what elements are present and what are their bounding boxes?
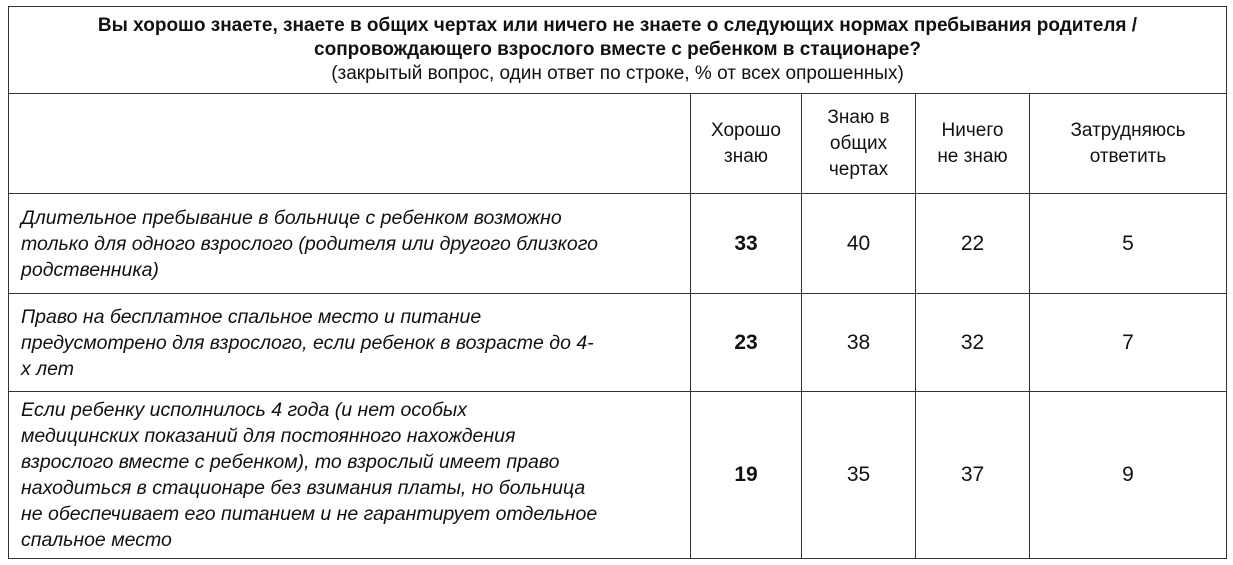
table-row [9,194,1227,294]
column-header-line: не знаю [937,145,1008,167]
value-know-well: 23 [691,294,802,392]
column-header-line: знаю [723,145,769,167]
question-header [9,7,1227,94]
column-header-know-nothing [916,94,1030,194]
question-text-line-2: сопровождающего взрослого вместе с ребенком в стационаре? [314,39,921,60]
column-header-line: чертах [828,158,889,180]
statement-line: Право на бесплатное спальное место и питание [21,305,482,328]
value-know-generally: 35 [802,392,916,559]
column-header-line: Затрудняюсь [1070,119,1186,141]
statement-line: предусмотрено для взрослого, если ребенок в возрасте до 4- [21,331,594,354]
table-row [9,294,1227,392]
column-header-know-well [691,94,802,194]
statement-cell [9,392,691,559]
column-header-line: Хорошо [711,119,781,141]
value-know-nothing: 37 [916,392,1030,559]
statement-line: медицинских показаний для постоянного нахождения [21,425,516,447]
column-header-know-generally [802,94,916,194]
statement-column-header [9,94,691,194]
column-header-hard-to-say [1030,94,1227,194]
table-row [9,392,1227,559]
statement-cell [9,194,691,294]
statement-cell [9,294,691,392]
survey-table [8,6,1227,559]
column-header-row [9,94,1227,194]
value-hard-to-say: 5 [1030,194,1227,294]
statement-line: находиться в стационаре без взимания платы, но больница [21,477,586,499]
value-know-well: 19 [691,392,802,559]
column-header-line: ответить [1089,145,1167,167]
statement-line: Длительное пребывание в больнице с ребенком возможно [21,206,562,229]
statement-line: не обеспечивает его питанием и не гарантирует отдельное [21,503,598,525]
statement-line: взрослого вместе с ребенком), то взрослый имеет право [21,451,560,473]
value-hard-to-say: 9 [1030,392,1227,559]
value-know-generally: 38 [802,294,916,392]
statement-line: только для одного взрослого (родителя или другого близкого [21,232,598,255]
column-header-line: Знаю в [827,106,890,128]
statement-line: родственника) [21,258,159,281]
question-text-line-1: Вы хорошо знаете, знаете в общих чертах или ничего не знаете о следующих нормах пребывания родителя / [97,15,1138,36]
column-header-line: Ничего [941,119,1004,141]
value-hard-to-say: 7 [1030,294,1227,392]
question-note: (закрытый вопрос, один ответ по строке, % от всех опрошенных) [331,63,904,84]
statement-line: Если ребенку исполнилось 4 года (и нет особых [21,399,468,421]
statement-line: спальное место [21,529,172,551]
value-know-well: 33 [691,194,802,294]
statement-line: х лет [21,357,75,380]
value-know-nothing: 32 [916,294,1030,392]
value-know-nothing: 22 [916,194,1030,294]
column-header-line: общих [829,132,888,154]
value-know-generally: 40 [802,194,916,294]
